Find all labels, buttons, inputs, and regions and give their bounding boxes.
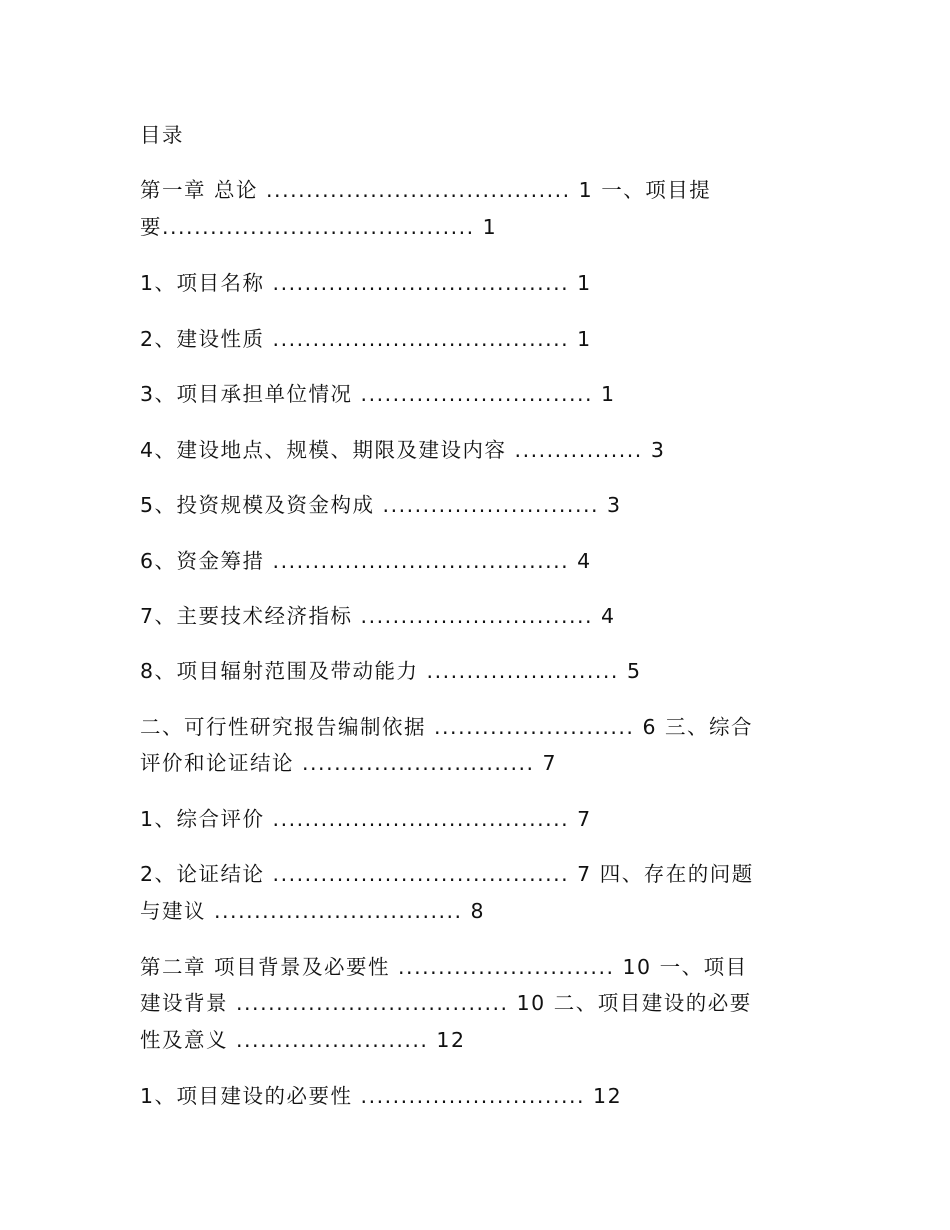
toc-line: 1、项目建设的必要性 ............................ 12 xyxy=(140,1084,623,1108)
toc-line: 7、主要技术经济指标 ............................. 4 xyxy=(140,604,616,628)
toc-line: 与建议 ............................... 8 xyxy=(140,899,486,923)
toc-line: 评价和论证结论 ............................. 7 xyxy=(140,751,558,775)
toc-line: 第一章 总论 ...................................... 1 一、项目提 xyxy=(140,178,712,202)
toc-line: 性及意义 ........................ 12 xyxy=(140,1028,466,1052)
toc-heading: 目录 xyxy=(140,123,184,147)
toc-line: 2、建设性质 ..................................... 1 xyxy=(140,327,592,351)
toc-line: 2、论证结论 ..................................... 7 四、存在的问题 xyxy=(140,862,754,886)
toc-line: 要....................................... 1 xyxy=(140,215,498,239)
toc-line: 8、项目辐射范围及带动能力 ........................ 5 xyxy=(140,659,642,683)
toc-line: 第二章 项目背景及必要性 ........................... 10 一、项目 xyxy=(140,955,748,979)
toc-line: 1、综合评价 ..................................... 7 xyxy=(140,807,592,831)
toc-line: 4、建设地点、规模、期限及建设内容 ................ 3 xyxy=(140,438,666,462)
toc-line: 二、可行性研究报告编制依据 ......................... 6 三、综合 xyxy=(140,715,753,739)
toc-line: 1、项目名称 ..................................... 1 xyxy=(140,271,592,295)
toc-line: 建设背景 .................................. 10 二、项目建设的必要 xyxy=(140,991,752,1015)
toc-line: 3、项目承担单位情况 ............................. 1 xyxy=(140,382,616,406)
toc-line: 6、资金筹措 ..................................... 4 xyxy=(140,549,592,573)
toc-line: 5、投资规模及资金构成 ........................... 3 xyxy=(140,493,622,517)
